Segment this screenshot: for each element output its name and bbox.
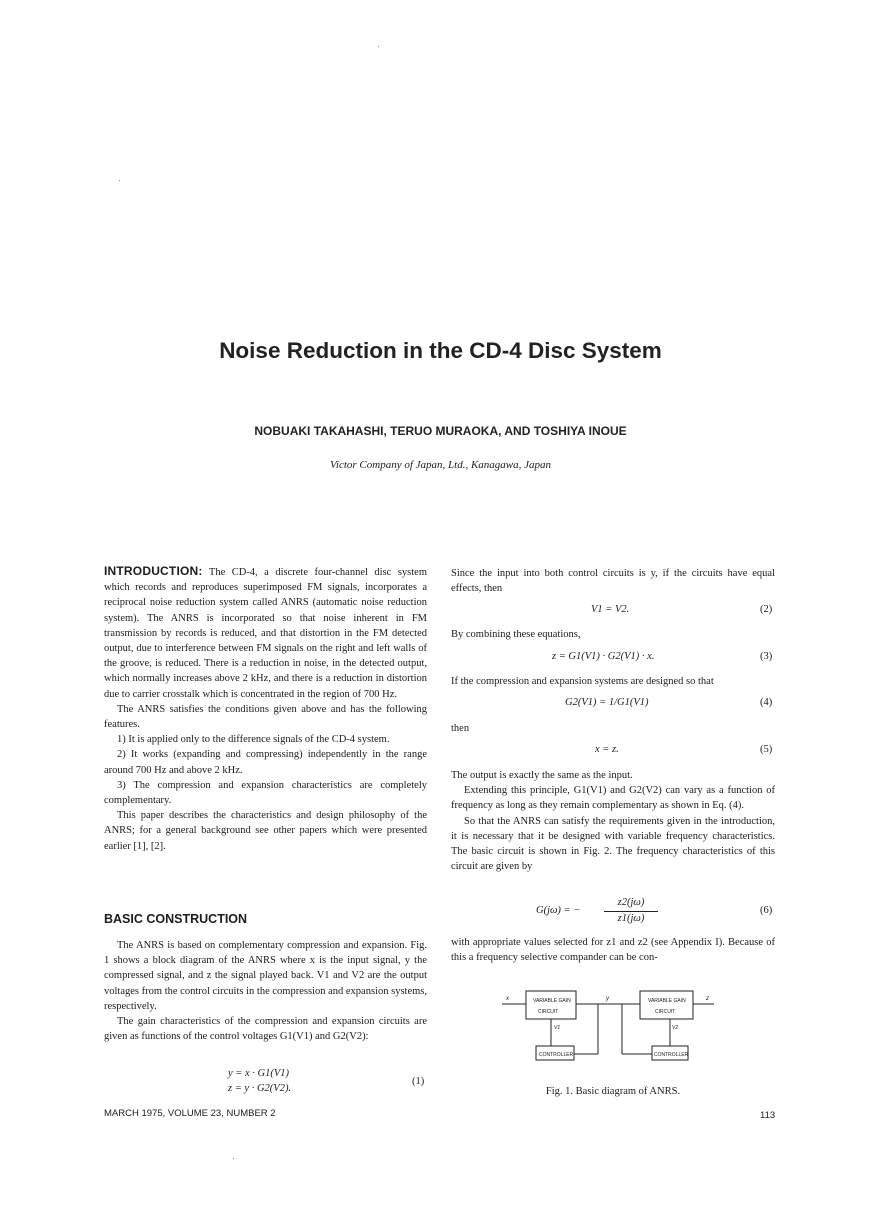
equation-2: V1 = V2. <box>591 604 630 615</box>
equation-number: (5) <box>760 744 773 755</box>
label-x: x <box>506 996 509 1002</box>
intro-heading: INTRODUCTION: <box>104 564 203 578</box>
paragraph: If the compression and expansion systems are designed so that <box>451 676 714 687</box>
vg2-label-1: VARIABLE GAIN <box>648 998 686 1004</box>
intro-paragraph <box>104 564 427 702</box>
equation-1a: y = x · G1(V1) <box>228 1068 290 1079</box>
paragraph: with appropriate values selected for z1 and z2 (see Appendix I). Because of this a frequency selective compander can be con- <box>451 937 775 964</box>
equation-5: x = z. <box>595 744 619 755</box>
figure-1-block-diagram <box>500 982 720 1072</box>
vg1-label-2: CIRCUIT <box>538 1009 559 1015</box>
paragraph: So that the ANRS can satisfy the requirements given in the introduction, it is necessary that it be designed with variable frequency characteristics. The basic circuit is shown in Fig. 2. The frequency characteristics of this circuit are given by <box>451 815 775 873</box>
label-z: z <box>706 996 709 1002</box>
paragraph: The ANRS satisfies the conditions given above and has the following features. <box>104 703 427 731</box>
author-list: NOBUAKI TAKAHASHI, TERUO MURAOKA, AND TOSHIYA INOUE <box>254 424 627 438</box>
right-column-p3 <box>451 674 775 689</box>
right-column-p1 <box>451 566 775 596</box>
right-column-p4 <box>451 721 775 736</box>
equation-4: G2(V1) = 1/G1(V1) <box>565 697 649 708</box>
equation-1b: z = y · G2(V2). <box>228 1083 292 1094</box>
paragraph: 1) It is applied only to the difference signals of the CD-4 system. <box>117 734 390 746</box>
page-title: Noise Reduction in the CD-4 Disc System <box>219 338 662 363</box>
equation-3: z = G1(V1) · G2(V1) · x. <box>552 651 655 662</box>
affiliation: Victor Company of Japan, Ltd., Kanagawa, Japan <box>329 459 551 471</box>
paragraph: Since the input into both control circuits is y, if the circuits have equal effects, then <box>451 568 775 595</box>
equation-number: (6) <box>760 905 773 916</box>
paragraph: This paper describes the characteristics and design philosophy of the ANRS; for a general background see other papers which were presented earlier [1], [2]. <box>104 810 427 852</box>
paragraph: The output is exactly the same as the input. <box>451 770 633 781</box>
right-column-p8 <box>451 935 775 965</box>
equation-6-denominator: z1(jω) <box>617 913 645 924</box>
equation-number: (1) <box>412 1076 425 1087</box>
equation-6-lhs: G(jω) = − <box>536 905 581 916</box>
label-v1: V1 <box>554 1025 561 1031</box>
vg2-label-2: CIRCUIT <box>655 1009 676 1015</box>
paragraph: The ANRS is based on complementary compression and expansion. Fig. 1 shows a block diagram of the ANRS where x is the input signal, y the compressed signal, and z the signal played back. V1 and V2 are the output voltages from the control circuits in the compression and expansion systems, respectively. <box>104 940 427 1012</box>
print-speck <box>233 1158 234 1159</box>
left-column-basic <box>104 938 427 1044</box>
paragraph: Extending this principle, G1(V1) and G2(V2) can vary as a function of frequency as long as they remain complementary as shown in Eq. (4). <box>451 785 775 812</box>
paragraph: The gain characteristics of the compression and expansion circuits are given as functions of the control voltages G1(V1) and G2(V2): <box>104 1016 427 1043</box>
equation-number: (3) <box>760 651 773 662</box>
print-speck <box>378 46 379 47</box>
left-column <box>104 564 427 854</box>
vg1-label-1: VARIABLE GAIN <box>533 998 571 1004</box>
section-heading: BASIC CONSTRUCTION <box>104 912 248 926</box>
label-v2: V2 <box>672 1025 679 1031</box>
fraction-bar <box>604 911 658 912</box>
print-speck <box>119 180 120 181</box>
controller-2-label: CONTROLLER <box>654 1052 689 1058</box>
journal-issue: MARCH 1975, VOLUME 23, NUMBER 2 <box>104 1108 276 1119</box>
paragraph: 2) It works (expanding and compressing) independently in the range around 700 Hz and above 2 kHz. <box>104 749 427 776</box>
right-column-p5 <box>451 768 775 874</box>
label-y: y <box>606 996 609 1002</box>
intro-text: The CD-4, a discrete four-channel disc system which records and reproduces superimposed FM signals, incorporates a reciprocal noise reduction system called ANRS (automatic noise reduction system). The ANRS is incorporated so that noise inherent in FM transmission by records is reduced, and that distortion in the FM detected output, due to interference between FM signals on the right and left walls of the groove, is reduced. There is a reduction in noise, in the detected output, which normally increases above 2 kHz, and there is a reduction in distortion due to carrier crosstalk which is concentrated in the region of 700 Hz. <box>104 567 427 700</box>
equation-number: (2) <box>760 604 773 615</box>
paragraph: then <box>451 723 470 734</box>
paragraph: By combining these equations, <box>451 629 581 640</box>
equation-number: (4) <box>760 697 773 708</box>
right-column-p2 <box>451 627 775 642</box>
figure-caption: Fig. 1. Basic diagram of ANRS. <box>545 1086 681 1097</box>
controller-1-label: CONTROLLER <box>539 1052 574 1058</box>
paragraph: 3) The compression and expansion characteristics are completely complementary. <box>104 779 427 807</box>
equation-6-numerator: z2(jω) <box>617 897 645 908</box>
page-number: 113 <box>760 1110 776 1121</box>
